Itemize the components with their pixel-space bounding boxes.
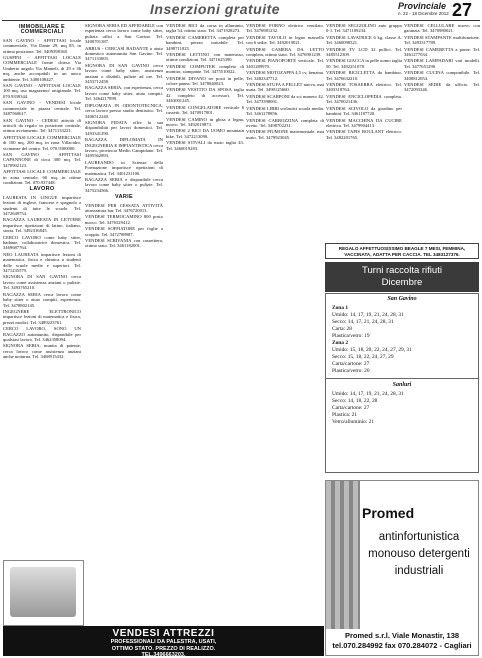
gym-ad-line: PROFESSIONALI DA PALESTRA, USATI, [110,639,217,645]
ad-text: SIGNORA DI SAN GAVINO cerca lavoro come assistenza anziani o pulizie. Tel. 3493765210. [3,274,81,291]
ad-text: ABBUS - CERCASI BADANTE o aiuto domestico automunita San Gavino. Tel. 3471133003. [85,45,163,62]
ad-text: VENDESI TAPIS ROULANT elettrico. Tel. 3482201765. [326,129,402,140]
waste-collection-month: Dicembre [381,277,423,288]
ad-text: LAUREANDO in Scienze della Formazione impartisce ripetizioni di matematica. Tel. 3401231100. [85,159,163,176]
gym-equipment-ad [3,626,324,656]
schedule-row: Umido: 14, 17, 19, 21, 24, 28, 31 [332,312,404,318]
ad-text: VENDESI LIBRI scolastici scuola media. Tel. 3461278856. [246,105,324,117]
ad-text: SAN GAVINO - AFFITTASI LOCALE 100 mq, uso magazzino/ artigianale. Tel. 070.9339344. [3,83,81,99]
schedule-row: Umido: 14, 17, 19, 21, 24, 28, 31 [332,391,404,397]
ad-text: VENDESI MACCHINA DA CUCIRE elettrica. Tel. 3479904413. [326,117,402,128]
ad-text: VENDESI CELLULARE nuovo con garanzia. Tel. 3470980021. [404,23,480,34]
ad-text: SIGNORA SERIA, munita di patente, cerca lavoro come assistenza anziani anche notturna. Tel. 3468915432. [3,343,81,360]
ad-text: VENDESI LAVATRICE 6 kg, classe A. Tel. 3460098521. [326,34,402,46]
ad-text: RAGAZZA SERIA cerca lavoro come baby sitter o aiuto compiti, esperienza. Tel. 3478802145. [3,291,81,308]
ad-text: VENDESI DIVANO tre posti in pelle, colore panna. Tel. 3478840023. [166,75,244,87]
schedule-row: Carta/cartone: 27 [332,361,370,367]
ad-text: SIGNORA SERIA ED AFFIDABILE con esperienza cerca lavoro come baby sitter, pulizia uffici a San Gavino. Tel. 3400701387. [85,23,163,45]
column-4 [246,23,324,623]
schedule-row: Plastica/vetro: 20 [332,368,370,374]
ad-text: VENDESI LAMPADARI vari modelli. Tel. 3477651290. [404,58,480,69]
schedule-row: Umido: 15, 18, 20, 22, 24, 27, 29, 31 [332,347,412,353]
heater-ad-image [3,560,84,626]
ad-text: CERCO LAVORO come baby sitter, badante, collaboratrice domestica. Tel. 3469687764. [3,234,81,251]
schedule-row: Secco: 14, 17, 21, 24, 28, 31 [332,319,394,325]
ad-text: INGEGNERE ELETTRONICO impartisce lezioni di matematica e fisica, prezzi modici. Tel. 3489223761. [3,308,81,325]
ad-text: VENDESI TAVOLO in legno massello con 6 sedie. Tel. 3492019021. [246,34,324,46]
promed-address [326,631,478,651]
ad-text: VENDESI SOFFIATORE per foglie a scoppio. Tel. 3472788987. [85,226,163,237]
ad-text: CERCO LAVORO, SONO UN RAGAZZO automunito, disponibile per qualsiasi lavoro. Tel. 3462358094. [3,326,81,342]
ad-text: AFFITTASI LOCALE COMMERCIALE di 100 mq, 200 mq, in zona Villacidro, vicinanze del centro. Tel. 070.9300000. [3,134,81,151]
schedule-divider [326,378,478,379]
ad-text: VENDESI CUCINA componibile. Tel. 3408812054. [404,70,480,81]
section-heading: VARIE [115,194,133,201]
ad-text: VENDESI STAMPANTE multifunzione. Tel. 3493317789. [404,34,480,46]
column-1 [3,23,81,558]
waste-schedule-box [325,293,479,473]
ad-text: VENDESI CAMINO in ghisa a legna, nuovo. Tel. 3492019873. [166,116,244,127]
ad-text: VENDESI BICI da corsa in alluminio, taglia 54, ottimo stato. Tel. 3471928273. [166,23,244,34]
ad-text: VENDESI STIVALI da moto taglia 43. Tel. 3460019283. [166,140,244,151]
page-header [0,0,482,20]
ad-text: VENDESI COMPUTER completo di monitor, stampante. Tel. 3475510022. [166,63,244,75]
schedule-row: Secco: 14, 18, 22, 28 [332,398,378,404]
gym-ad-title: VENDESI ATTREZZI [112,628,215,639]
ad-text: VENDESI PIANOFORTE verticale. Tel. 3401289970. [246,58,324,69]
ad-text: RAGAZZA DIPLOMATA IN INGEGNERIA E IMPIANTISTICA cerca lavoro, provincia Medio Campidano. Tel. 3495562893. [85,137,163,159]
promed-street: Promed s.r.l. Viale Monastir, 138 [344,631,460,640]
ad-text: VENDESI TERMOCAMINO 800 posto nuovo. Tel. 3476529412. [85,214,163,225]
ad-text: VENDESI BICICLETTA da bambino. Tel. 3476632210. [326,70,402,81]
ad-text: RAGAZZA LAUREATA IN LETTERE impartisce ripetizioni di latino, italiano, storia. Tel. 3492316845. [3,217,81,234]
ad-text: VENDESI CARROZZINA completa di ovetto. Tel. 3498702231. [246,117,324,128]
schedule-town: Sanluri [392,382,412,388]
header-divider [2,20,480,21]
ad-text: SAN GAVINO - AFFITTASI locale commerciale, Via Dante 29, mq 85, in ottima posizione. Tel. 3409398168. [3,37,81,54]
page-number: 27 [452,0,473,20]
ad-text: NEO LAUREATA impartisce lezioni di matematica, fisica e chimica a studenti delle scuole medie e superiori. Tel. 3471235579. [3,251,81,274]
ad-text: SAN GAVINO - AFFITTASI CAPANNONE di circa 300 mq. Tel. 3470902123. [3,151,81,168]
ad-text: VENDESI LETTINO con materasso, ottime condizioni. Tel. 3471625390. [166,52,244,63]
column-6 [404,23,480,241]
ad-text: VENDESI SCARPONI da sci numero 42. Tel. 3473398001. [246,93,324,105]
ad-text: VENDESI CONGELATORE verticale 6 cassetti. Tel. 3470917001. [166,104,244,116]
schedule-row: Carta: 28 [332,326,352,332]
ad-text: VENDESI CAMERA DA LETTO completa, ottimo stato. Tel. 3476901239. [246,46,324,58]
ad-text: VENDESI CAMERETTA a ponte. Tel. 3461277034. [404,46,480,58]
gym-ad-phone: TEL.3496663203. [141,652,186,658]
ad-text: SIGNORA DI SAN GAVINO cerca lavoro come baby sitter, assistenza anziani o disabili, pulizie ad ore. Tel. 3453712458. [85,62,163,85]
ad-text: VENDESI 2 BICI DA UOMO mountain bike. Tel. 3472213090. [166,128,244,139]
section-heading: IMMOBILIARE E COMMERCIALI [18,24,66,36]
ad-text: RAGAZZA SERIA e disponibile cerca lavoro come baby sitter o pulizie. Tel. 3475234566. [85,176,163,193]
schedule-zone: Zona 1 [332,305,349,311]
ad-text: AFFITTASI LOCALE COMMERCIALE in zona centrale, 60 mq, in ottime condizioni. Tel. 070.937448. [3,169,81,185]
heater-illustration [10,567,76,617]
ad-text: VENDESI VESTITO DA SPOSA taglia 42 completo di accessori. Tel. 3463001245. [166,87,244,104]
ad-text: VENDESI ENCICLOPEDIA completa. Tel. 3470021436. [326,93,402,105]
ad-text: VENDESI TV LCD 32 pollici. Tel. 3485512309. [326,46,402,58]
ad-text: VENDESI GIACCA in pelle uomo taglia 50. Tel. 3492251078. [326,58,402,69]
promed-logo: Promed [362,505,415,521]
ad-text: RAGAZZA SERIA, con esperienza, cerca lavoro come baby sitter, aiuto compiti. Tel. 3464217899. [85,85,163,102]
gym-ad-line: OTTIMO STATO. PREZZO DI REALIZZO. [111,645,216,652]
promed-phone: tel.070.284992 fax 070.284072 - Cagliari [332,641,472,650]
ad-text: VENDESI CAMERETTA completa per bambini, prezzo trattabile. Tel. 3498711025. [166,34,244,51]
issue-date: n. 22 - 18 Dicembre 2012 [398,11,449,16]
waste-collection-banner [325,262,479,292]
ad-text: VENDESI SCRIVANIA con cassettiera, ottimo stato. Tel. 3461182001. [85,238,163,249]
waste-collection-title: Turni raccolta rifiuti [362,265,442,276]
ad-text: SIGNORA FIDATA offre la sua disponibilità per lavori domestici. Tel. 3493341290. [85,119,163,136]
schedule-row: Vetro/alluminio: 21 [332,419,375,425]
ad-text: VENDESI MOTOZAPPA 4,5 cv, benzina. Tel. 3482347712. [246,70,324,81]
ad-text: VENDESI PER CESSATA ATTIVITÀ attrezzatura bar. Tel. 3476720013. [85,202,163,213]
schedule-row: Plastica: 21 [332,412,358,418]
schedule-row: Secco: 15, 18, 22, 24, 27, 29 [332,354,394,360]
schedule-zone: Zona 2 [332,340,349,346]
section-heading: LAVORO [29,186,55,193]
ad-text: VENDESI TOSAERBA elettrico. Tel. 3403318764. [326,82,402,93]
schedule-row: Plastica/vetro: 19 [332,333,370,339]
ad-text: SAN GAVINO - VENDESI locale commerciale in piazza centrale. Tel. 3487560617. [3,100,81,117]
ad-text: VENDESI SEGGIOLINO auto gruppo 0-1. Tel. 3471109234. [326,23,402,34]
ad-text: GUSPINI - AFFITTASI LOCALE COMMERCIALE fronte chiesa Via Umberto angolo Via Mameli, di 29 e 36 mq, anche accorpabili in un unico ambiente. Tel. 3480108427. [3,55,81,82]
ad-text: DIPLOMATA IN ODONTOTECNICA, cerca lavoro presso studio dentistico. Tel. 3406512240. [85,102,163,119]
schedule-town: San Gavino [387,296,417,302]
column-2 [85,23,163,623]
ad-text: SAN GAVINO - CEDESI attività di articoli da regalo in posizione centrale, ottimo avviamento. Tel. 3471133221. [3,117,81,134]
promed-slogan: antinfortunistica monouso detergenti industriali [368,531,470,577]
ad-text: VENDESI STUFA A PELLET nuova, mai usata. Tel. 3490125660. [246,82,324,93]
page-title: Inserzioni gratuite [150,1,281,17]
schedule-row: Carta/cartone: 27 [332,405,370,411]
column-3 [166,23,244,623]
dog-gift-notice: REGALO AFFETTUOSISSIMO BEAGLE 7 MESI, FEMMINA, VACCINATA, ADATTA PER CACCIA. TEL 3483127376. [325,243,479,259]
promed-advertisement [325,480,479,656]
ad-text: LAUREATA IN LINGUE impartisce lezioni di inglese, francese e spagnolo a studenti di tutte le scuole. Tel. 3472649754. [3,194,81,216]
ad-text: VENDESI SEDIE da ufficio. Tel. 3472093346. [404,82,480,93]
product-image [326,481,360,629]
ad-text: VENDESI FORNO elettrico ventilato. Tel. 3476981232. [246,23,324,34]
ad-text: VENDESI SCIVOLO da giardino per bambini. Tel. 3461187720. [326,105,402,117]
newspaper-logo: Provinciale [398,1,447,11]
column-5 [326,23,402,241]
ad-text: VENDESI PIUMONE matrimoniale, mai usato. Tel. 3479923045. [246,129,324,140]
